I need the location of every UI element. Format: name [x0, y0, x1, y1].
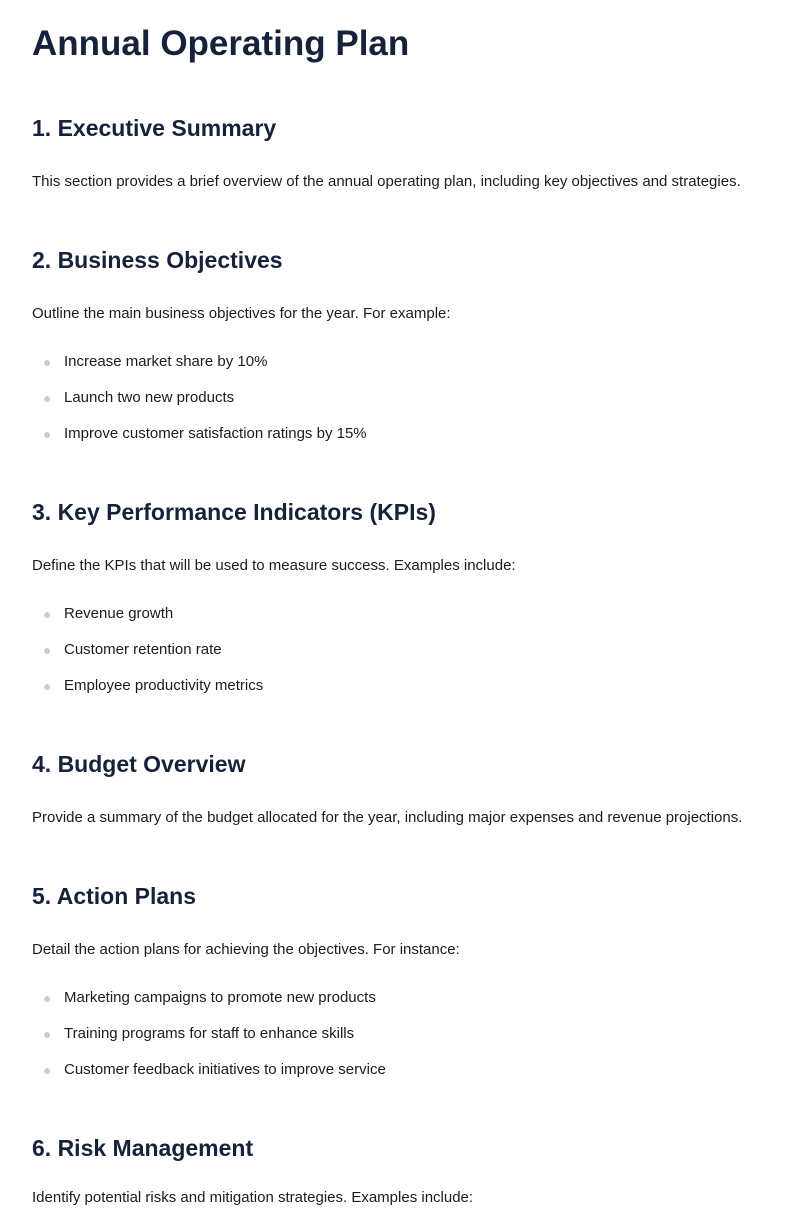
list-item-text: Customer feedback initiatives to improve service: [64, 1061, 386, 1078]
bullet-icon: [44, 432, 50, 438]
bullet-icon: [44, 648, 50, 654]
bullet-icon: [44, 612, 50, 618]
section-paragraph-kpis: Define the KPIs that will be used to measure success. Examples include:: [32, 557, 516, 574]
section-heading-action-plans: 5. Action Plans: [32, 883, 197, 909]
section-paragraph-business-objectives: Outline the main business objectives for the year. For example:: [32, 305, 451, 322]
list-item-text: Customer retention rate: [64, 641, 222, 658]
bullet-icon: [44, 396, 50, 402]
section-heading-kpis: 3. Key Performance Indicators (KPIs): [32, 499, 436, 525]
bullet-icon: [44, 1032, 50, 1038]
bullet-icon: [44, 360, 50, 366]
list-item-text: Marketing campaigns to promote new products: [64, 989, 376, 1006]
section-heading-risk-management: 6. Risk Management: [32, 1135, 254, 1161]
section-heading-executive-summary: 1. Executive Summary: [32, 115, 277, 141]
list-item-text: Training programs for staff to enhance skills: [64, 1025, 355, 1042]
list-item-text: Employee productivity metrics: [64, 677, 264, 694]
list-item-text: Launch two new products: [64, 389, 235, 406]
section-heading-budget-overview: 4. Budget Overview: [32, 751, 246, 777]
bullet-icon: [44, 996, 50, 1002]
section-heading-business-objectives: 2. Business Objectives: [32, 247, 283, 273]
section-paragraph-risk-management: Identify potential risks and mitigation strategies. Examples include:: [32, 1189, 474, 1206]
section-paragraph-executive-summary: This section provides a brief overview of the annual operating plan, including key objectives and strategies.: [32, 173, 741, 190]
section-paragraph-action-plans: Detail the action plans for achieving the objectives. For instance:: [32, 941, 460, 958]
bullet-icon: [44, 1068, 50, 1074]
list-item-text: Increase market share by 10%: [64, 353, 268, 370]
bullet-icon: [44, 684, 50, 690]
list-item-text: Improve customer satisfaction ratings by 15%: [64, 425, 367, 442]
list-item-text: Revenue growth: [64, 605, 174, 622]
page-title: Annual Operating Plan: [32, 24, 410, 63]
section-paragraph-budget-overview: Provide a summary of the budget allocated for the year, including major expenses and revenue projections.: [32, 809, 743, 826]
